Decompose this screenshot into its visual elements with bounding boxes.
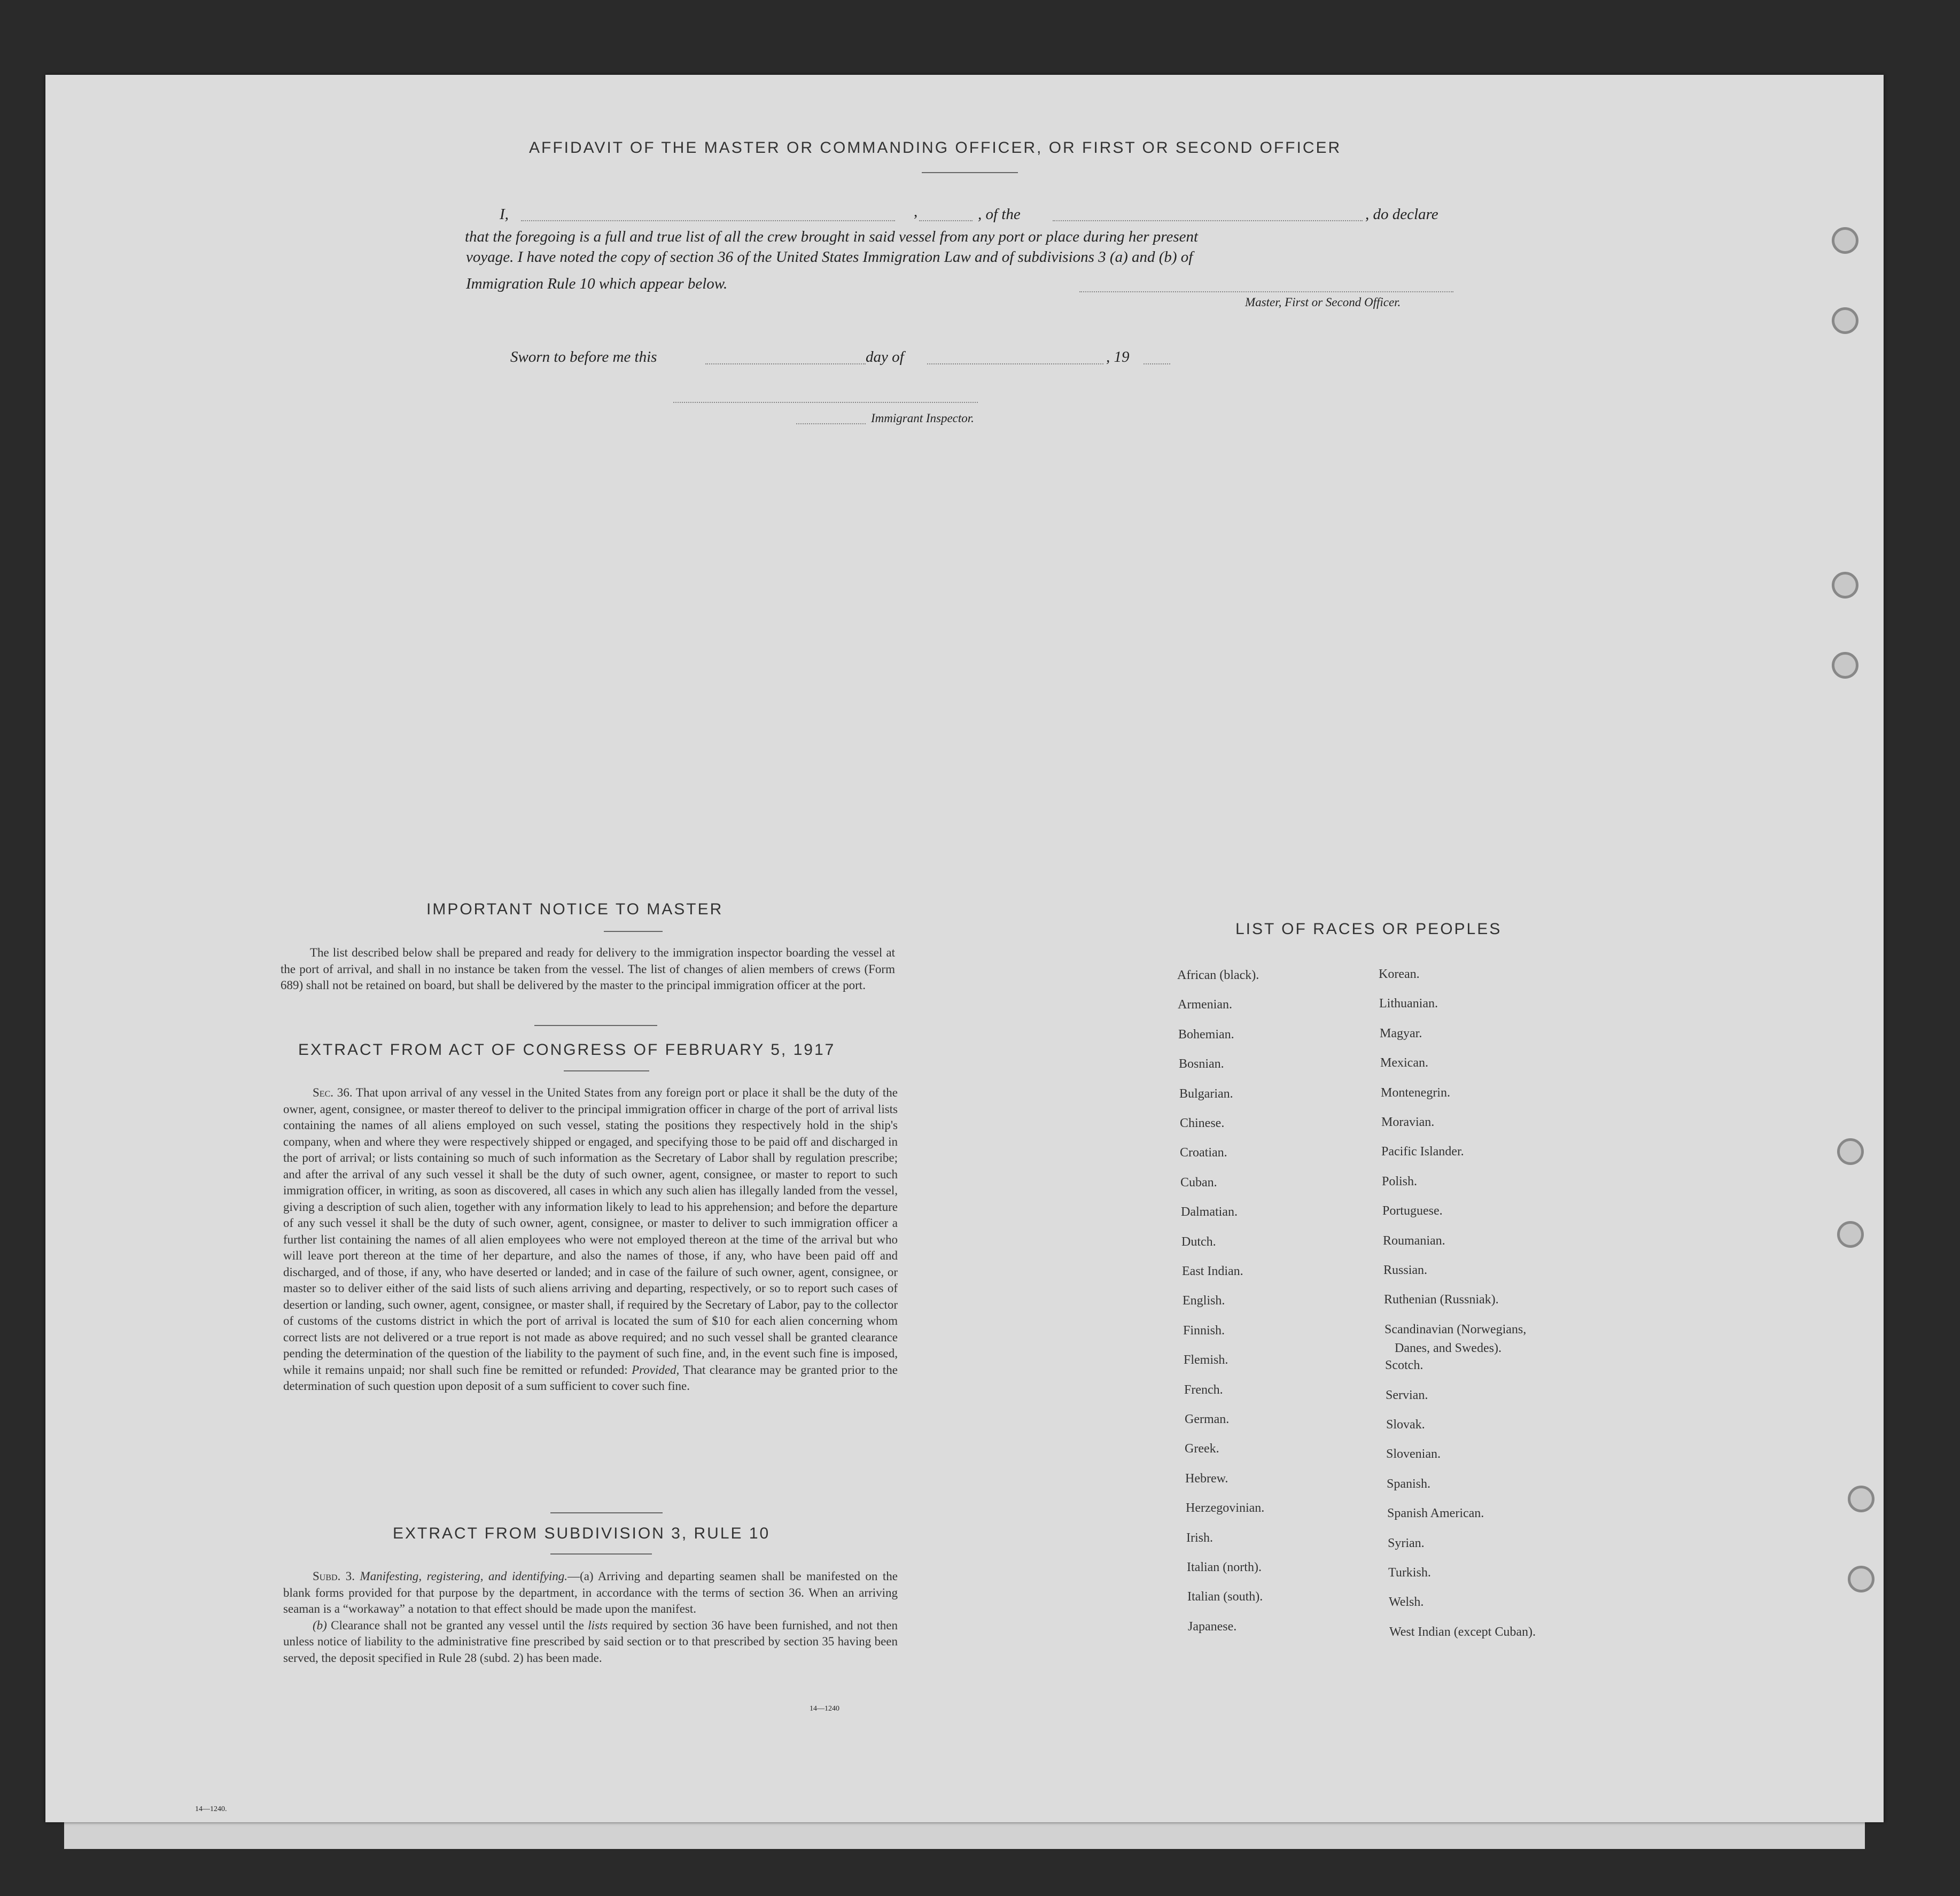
punch-hole [1832,307,1858,334]
race-item: Chinese. [1180,1116,1225,1130]
affidavit-declare: , do declare [1365,206,1438,223]
inspector-dots [796,423,866,424]
race-item: Armenian. [1178,998,1232,1012]
race-item: Lithuanian. [1379,997,1438,1011]
year-blank [1144,363,1170,364]
race-item: Dutch. [1181,1235,1216,1249]
race-item: Portuguese. [1382,1204,1443,1218]
position-blank [919,220,973,221]
punch-hole [1837,1221,1864,1248]
race-item: Flemish. [1184,1353,1228,1367]
inspector-signature-blank [673,402,978,403]
race-item: Mexican. [1380,1056,1428,1070]
affidavit-line-2: that the foregoing is a full and true list of all the crew brought in said vessel from any port or place during her present [465,228,1199,245]
punch-hole [1848,1486,1875,1512]
affidavit-i: I, [500,206,509,223]
notice-rule [604,931,663,932]
race-item: Scotch. [1385,1358,1424,1372]
race-item: Finnish. [1183,1324,1225,1338]
rule-rule [550,1553,652,1555]
races-title: LIST OF RACES OR PEOPLES [1235,920,1502,938]
punch-hole [1832,572,1858,599]
affidavit-comma: , [914,203,918,220]
race-item: Ruthenian (Russniak). [1384,1293,1499,1307]
subd-heading: Manifesting, registering, and identifying. [360,1569,568,1583]
signature-blank [1079,291,1453,292]
affidavit-of-the: , of the [978,206,1021,223]
inspector-caption: Immigrant Inspector. [871,411,974,425]
punch-hole [1848,1566,1875,1592]
race-item: West Indian (except Cuban). [1389,1625,1536,1639]
race-item: Syrian. [1388,1536,1425,1550]
race-item: African (black). [1177,968,1259,982]
race-item: Greek. [1185,1442,1219,1456]
section-label: Sec. 36. [313,1086,353,1099]
race-item: Bosnian. [1179,1057,1224,1071]
race-item: Pacific Islander. [1381,1145,1464,1159]
race-item: Montenegrin. [1381,1086,1450,1100]
race-item: Turkish. [1388,1566,1431,1580]
race-item: Hebrew. [1185,1472,1228,1486]
subd-a-text: —(a) Arriving and departing seamen shall be manifested on the blank forms provided for that purpose by the department, in accordance with the terms of section 36. When an arriving seaman is a “workaway” a notation to that effect should be made upon the manifest. [283,1569,898,1615]
form-number-footer: 14—1240. [195,1805,227,1813]
notice-text: The list described below shall be prepared and ready for delivery to the immigration inspector boarding the vessel at the port of arrival, and shall in no instance be taken from the vessel. The list of changes of alien members of crews (Form 689) shall not be retained on board, but shall be delivered by the master to the principal immigration officer at the port. [281,946,895,992]
name-blank [521,220,895,221]
notice-title: IMPORTANT NOTICE TO MASTER [426,900,724,918]
race-item: Korean. [1379,967,1420,981]
subd-b-label: (b) [313,1618,327,1632]
proviso-label: Provided, [632,1363,680,1377]
act-extract-body [283,1085,898,1395]
race-scandinavian-continued: Danes, and Swedes). [1395,1341,1502,1355]
signer-caption: Master, First or Second Officer. [1245,296,1401,309]
vessel-blank [1053,220,1363,221]
subd-b-pre: Clearance shall not be granted any vessel until the [331,1618,584,1632]
punch-hole [1832,652,1858,679]
race-item: East Indian. [1182,1264,1243,1278]
section-36-text: That upon arrival of any vessel in the United States from any foreign port or place it shall be the duty of the owner, agent, consignee, or master thereof to deliver to the principal immigration officer in charge of the port of arrival lists containing the names of all aliens employed on such vessel, stating the positions they respectively hold in the ship's company, when and where they were respectively shipped or engaged, and specifying those to be paid off and discharged in the port of arrival; or lists containing so much of such information as the Secretary of Labor shall by regulation prescribe; and after the arrival of any such vessel it shall be the duty of such owner, agent, consignee, or master to report to such immigration officer, in writing, as soon as discovered, all cases in which any such alien has illegally landed from the vessel, giving a description of such alien, together with any information likely to lead to his apprehension; and before the departure of any such vessel it shall be the duty of such owner, agent, consignee, or master to deliver to such immigration officer a further list containing the names of all alien employees who were not employed thereon at the time of the arrival but who will leave port thereon at the time of her departure, and also the names of those, if any, who have been paid off and discharged, and of those, if any, who have deserted or landed; and in case of the failure of such owner, agent, consignee, or master so to deliver either of the said lists of such aliens arriving and departing, respectively, or so to report such cases of desertion or landing, such owner, agent, consignee, or master shall, if required by the Secretary of Labor, pay to the collector of customs of the customs district in which the port of arrival is located the sum of $10 for each alien concerning whom correct lists are not delivered or a true report is not made as above required; and no such vessel shall be granted clearance pending the determination of the question of the liability to the payment of such fine, and, in the event such fine is imposed, while it remains unpaid; nor shall such fine be remitted or refunded: [283,1086,898,1377]
notice-bottom-rule [534,1025,657,1026]
race-item: Irish. [1186,1531,1213,1545]
proviso-text: That clearance may be granted prior to the determination of such question upon deposit of a sum sufficient to cover such fine. [283,1363,898,1393]
race-item: Russian. [1383,1263,1428,1277]
race-item: Italian (north). [1187,1560,1262,1574]
race-item: Herzegovinian. [1186,1501,1265,1515]
race-item: Dalmatian. [1181,1205,1238,1219]
race-item: Bulgarian. [1179,1087,1233,1101]
year-text: , 19 [1106,348,1130,366]
day-blank [705,363,866,364]
race-item: Cuban. [1180,1176,1217,1190]
day-of-text: day of [866,348,904,366]
race-item: Spanish. [1387,1477,1431,1491]
race-item: Bohemian. [1178,1028,1234,1042]
act-extract-title: EXTRACT FROM ACT OF CONGRESS OF FEBRUARY 5, 1917 [298,1041,836,1059]
punch-hole [1837,1138,1864,1165]
race-item: Roumanian. [1383,1234,1445,1248]
rule-extract-title: EXTRACT FROM SUBDIVISION 3, RULE 10 [393,1525,771,1542]
race-item: Welsh. [1389,1595,1424,1609]
race-item: Italian (south). [1187,1590,1263,1604]
act-bottom-rule [550,1512,663,1513]
race-item: Polish. [1382,1175,1418,1188]
race-item: Moravian. [1381,1115,1435,1129]
title-rule [922,172,1018,173]
race-item: Japanese. [1188,1620,1237,1634]
subd-label: Subd. 3. [313,1569,355,1583]
rule-extract-body [283,1568,898,1666]
act-rule [564,1070,649,1071]
race-item: Spanish American. [1387,1506,1484,1520]
affidavit-line-4: Immigration Rule 10 which appear below. [466,275,728,292]
race-item: Magyar. [1380,1027,1422,1040]
race-item: Slovak. [1386,1418,1425,1432]
affidavit-line-3: voyage. I have noted the copy of section 36 of the United States Immigration Law and of subdivisions 3 (a) and (b) of [466,248,1193,266]
month-blank [927,363,1103,364]
race-item: German. [1185,1412,1230,1426]
affidavit-title: AFFIDAVIT OF THE MASTER OR COMMANDING OFFICER, OR FIRST OR SECOND OFFICER [529,139,1342,157]
race-item: Croatian. [1180,1146,1227,1160]
race-item: Scandinavian (Norwegians, [1385,1323,1527,1336]
punch-hole [1832,227,1858,254]
race-item: French. [1184,1383,1223,1397]
race-item: Slovenian. [1386,1447,1441,1461]
subd-b-lists: lists [588,1618,608,1632]
race-item: Servian. [1386,1388,1428,1402]
subd-b-post: required by section 36 have been furnished, and not then unless notice of liability to the administrative fine prescribed by said section or to that prescribed by section 35 having been served, the deposit specified in Rule 28 (subd. 2) has been made. [283,1618,898,1665]
race-item: English. [1183,1294,1225,1308]
sworn-text: Sworn to before me this [510,348,657,366]
form-number-center: 14—1240 [810,1705,839,1713]
